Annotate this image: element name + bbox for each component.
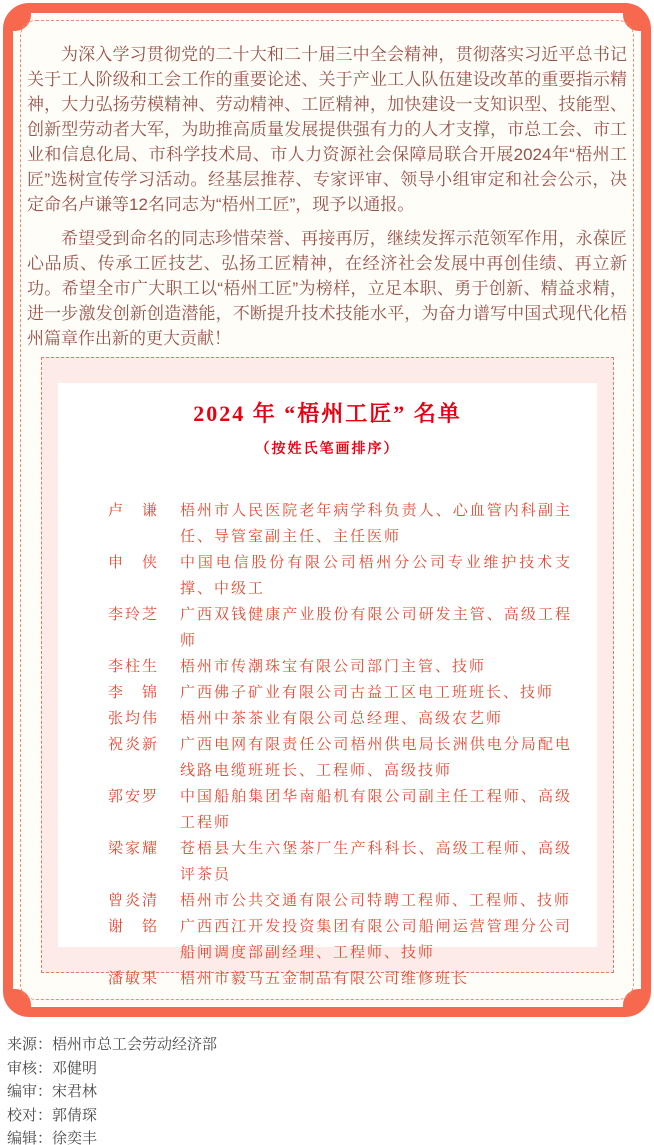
honoree-list-box <box>41 357 614 987</box>
honoree-row <box>108 602 597 654</box>
honoree-row <box>108 498 597 550</box>
credit-editor: 编辑：徐奕丰 <box>7 1130 98 1145</box>
paragraph-intro: 为深入学习贯彻党的二十大和二十届三中全会精神，贯彻落实习近平总书记关于工人阶级和工会工作的重要论述、关于产业工人队伍建设改革的重要指示精神，大力弘扬劳模精神、劳动精神、工匠精神，加快建设一支知识型、技能型、创新型劳动者大军，为助推高质量发展提供强有力的人才支撑，市总工会、市工业和信息化局、市科学技术局、市人力资源社会保障局联合开展2024年“梧州工匠”选树宣传学习活动。经基层推荐、专家评审、领导小组审定和社会公示，决定命名卢谦等12名同志为“梧州工匠”，现予以通报。 <box>27 45 627 214</box>
credit-reviewer: 审核：邓健明 <box>7 1059 98 1077</box>
honoree-row <box>108 654 597 680</box>
honoree-row <box>108 732 597 784</box>
honoree-name: 郭安罗 <box>108 789 160 805</box>
honoree-desc: 广西西江开发投资集团有限公司船闸运营管理分公司船闸调度部副经理、工程师、技师 <box>180 919 572 961</box>
honoree-row <box>108 706 597 732</box>
honoree-name: 张均伟 <box>108 711 160 727</box>
honoree-entries <box>58 498 597 992</box>
credit-source: 来源：梧州市总工会劳动经济部 <box>7 1036 218 1053</box>
honoree-name: 谢 铭 <box>108 919 160 935</box>
honoree-name: 申 侠 <box>108 555 160 571</box>
honoree-desc: 梧州市传潮珠宝有限公司部门主管、技师 <box>180 659 487 675</box>
honoree-name: 卢 谦 <box>108 503 160 519</box>
honoree-desc: 梧州中茶茶业有限公司总经理、高级农艺师 <box>180 711 504 727</box>
article-body <box>27 42 627 360</box>
honoree-name: 曾炎清 <box>108 893 160 909</box>
credit-proofreader: 校对：郭倩琛 <box>7 1106 98 1124</box>
honoree-row <box>108 888 597 914</box>
honoree-row <box>108 914 597 966</box>
honoree-row <box>108 784 597 836</box>
honoree-desc: 中国电信股份有限公司梧州分公司专业维护技术支撑、中级工 <box>180 555 572 597</box>
credits <box>7 1033 217 1145</box>
paragraph-hope: 希望受到命名的同志珍惜荣誉、再接再厉，继续发挥示范领军作用，永葆匠心品质、传承工匠技艺、弘扬工匠精神，在经济社会发展中再创佳绩、再立新功。希望全市广大职工以“梧州工匠”为榜样，立足本职、勇于创新、精益求精，进一步激发创新创造潜能，不断提升技术技能水平，为奋力谱写中国式现代化梧州篇章作出新的更大贡献！ <box>27 229 627 348</box>
honoree-row <box>108 550 597 602</box>
honoree-name: 潘敏果 <box>108 971 160 987</box>
honoree-card <box>58 383 597 987</box>
honoree-desc: 梧州市人民医院老年病学科负责人、心血管内科副主任、导管室副主任、主任医师 <box>180 503 572 545</box>
honoree-row <box>108 836 597 888</box>
honoree-desc: 苍梧县大生六堡茶厂生产科科长、高级工程师、高级评茶员 <box>180 841 572 883</box>
honoree-row <box>108 680 597 706</box>
honoree-name: 李玲芝 <box>108 607 160 623</box>
honoree-row <box>108 966 597 992</box>
honoree-desc: 梧州市公共交通有限公司特聘工程师、工程师、技师 <box>180 893 572 909</box>
honoree-name: 李柱生 <box>108 659 160 675</box>
honoree-desc: 广西佛子矿业有限公司古益工区电工班班长、技师 <box>180 685 555 701</box>
list-title: 2024 年 “梧州工匠” 名单 <box>193 401 462 426</box>
honoree-desc: 广西电网有限责任公司梧州供电局长洲供电分局配电线路电缆班班长、工程师、高级技师 <box>180 737 572 779</box>
honoree-name: 祝炎新 <box>108 737 160 753</box>
honoree-name: 梁家耀 <box>108 841 160 857</box>
honoree-desc: 梧州市毅马五金制品有限公司维修班长 <box>180 971 470 987</box>
list-subtitle: （按姓氏笔画排序） <box>255 442 400 457</box>
honoree-desc: 广西双钱健康产业股份有限公司研发主管、高级工程师 <box>180 607 572 649</box>
honoree-name: 李 锦 <box>108 685 160 701</box>
honoree-desc: 中国船舶集团华南船机有限公司副主任工程师、高级工程师 <box>180 789 572 831</box>
credit-chief-editor: 编审：宋君林 <box>7 1083 98 1100</box>
